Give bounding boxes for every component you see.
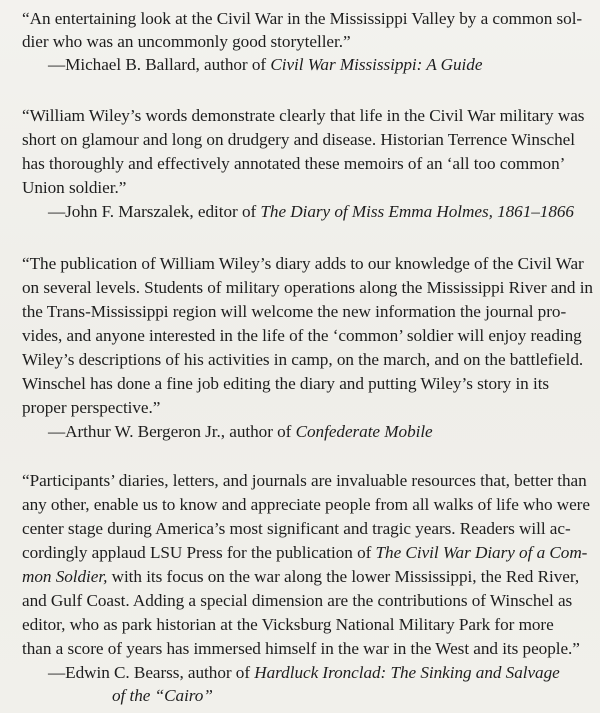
quote-1-line-2: dier who was an uncommonly good storyteller.” bbox=[22, 32, 351, 51]
quote-3-line-6: Winschel has done a fine job editing the diary and putting Wiley’s story in its bbox=[22, 374, 550, 393]
quote-4-line-4 bbox=[22, 542, 587, 564]
quote-4-line-7: editor, who as park historian at the Vicksburg National Military Park for more bbox=[22, 615, 554, 634]
quote-4-attribution-title-cont: of the “Cairo” bbox=[112, 686, 213, 705]
quote-4-inline-book-title: The Civil War Diary of a Com- bbox=[375, 543, 588, 562]
quote-3-line-2: on several levels. Students of military operations along the Mississippi River and in bbox=[22, 278, 593, 297]
quote-2-attribution-author: —John F. Marszalek, editor of bbox=[48, 202, 261, 221]
quote-3-attribution-author: —Arthur W. Bergeron Jr., author of bbox=[48, 422, 296, 441]
quote-4-inline-book-title-cont: mon Soldier, bbox=[22, 567, 108, 586]
quote-1-line-1: “An entertaining look at the Civil War in the Mississippi Valley by a common sol- bbox=[22, 9, 583, 28]
quote-3-attribution bbox=[48, 421, 433, 443]
quote-2-line-1: “William Wiley’s words demonstrate clearly that life in the Civil War military was bbox=[22, 106, 585, 125]
quote-4-line-5 bbox=[22, 566, 579, 588]
quote-1-attribution-author: —Michael B. Ballard, author of bbox=[48, 55, 271, 74]
quote-3-line-7: proper perspective.” bbox=[22, 398, 161, 417]
quote-4-attribution-line-2 bbox=[112, 685, 213, 707]
quote-4-line-4-text: cordingly applaud LSU Press for the publication of bbox=[22, 543, 376, 562]
quote-3-line-5: Wiley’s descriptions of his activities in camp, on the march, and on the battlefield. bbox=[22, 350, 584, 369]
quote-2-attribution-title: The Diary of Miss Emma Holmes, 1861–1866 bbox=[260, 202, 574, 221]
quote-1-attribution-title: Civil War Mississippi: A Guide bbox=[270, 55, 483, 74]
quote-2-line-3: has thoroughly and effectively annotated these memoirs of an ‘all too common’ bbox=[22, 154, 566, 173]
quote-3-line-1: “The publication of William Wiley’s diary adds to our knowledge of the Civil War bbox=[22, 254, 584, 273]
quote-3-attribution-title: Confederate Mobile bbox=[295, 422, 433, 441]
quote-4-line-5-text: with its focus on the war along the lower Mississippi, the Red River, bbox=[107, 567, 580, 586]
quote-4-line-6: and Gulf Coast. Adding a special dimension are the contributions of Winschel as bbox=[22, 591, 573, 610]
quote-4-attribution-title: Hardluck Ironclad: The Sinking and Salvage bbox=[254, 663, 560, 682]
quote-2-line-2: short on glamour and long on drudgery and disease. Historian Terrence Winschel bbox=[22, 130, 575, 149]
quote-4-attribution bbox=[48, 662, 560, 684]
quote-4-line-8: than a score of years has immersed himself in the war in the West and its people.” bbox=[22, 639, 580, 658]
quote-2-line-4: Union soldier.” bbox=[22, 178, 127, 197]
quote-1-attribution bbox=[48, 54, 482, 76]
quote-3-line-4: vides, and anyone interested in the life of the ‘common’ soldier will enjoy reading bbox=[22, 326, 582, 345]
quote-4-attribution-author: —Edwin C. Bearss, author of bbox=[48, 663, 255, 682]
quote-3-line-3: the Trans-Mississippi region will welcome the new information the journal pro- bbox=[22, 302, 567, 321]
quote-4-line-3: center stage during America’s most significant and tragic years. Readers will ac- bbox=[22, 519, 571, 538]
quote-4-line-1: “Participants’ diaries, letters, and journals are invaluable resources that, better than bbox=[22, 471, 587, 490]
quote-2-attribution bbox=[48, 201, 574, 223]
quote-4-line-2: any other, enable us to know and appreciate people from all walks of life who were bbox=[22, 495, 590, 514]
